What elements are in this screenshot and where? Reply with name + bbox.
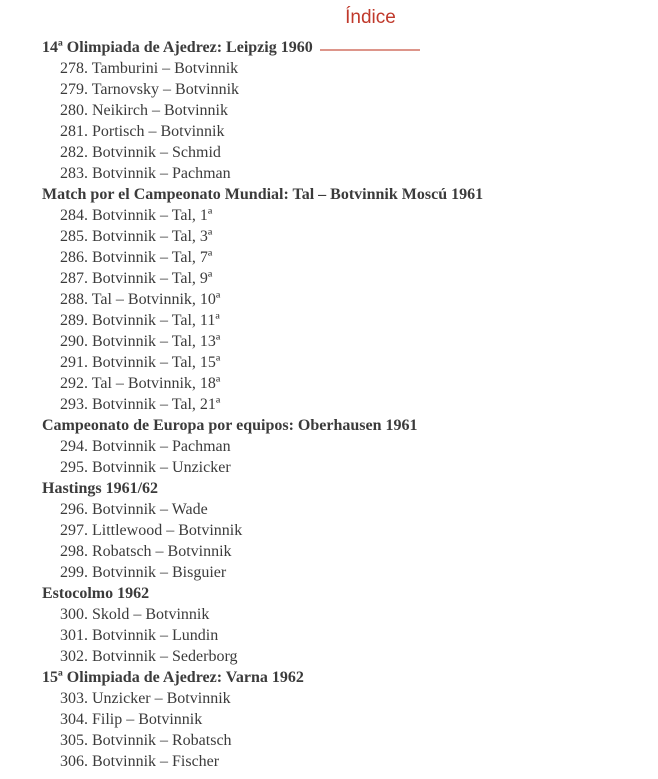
index-content [42, 37, 658, 772]
index-entry[interactable]: 298. Robatsch – Botvinnik [60, 543, 232, 560]
section-heading [42, 667, 658, 688]
index-entry[interactable]: 288. Tal – Botvinnik, 10ª [60, 291, 221, 308]
index-section [42, 37, 658, 184]
page-title: Índice [345, 7, 396, 28]
index-entry[interactable]: 293. Botvinnik – Tal, 21ª [60, 396, 221, 413]
section-heading-text: Estocolmo 1962 [42, 585, 150, 602]
index-entry[interactable]: 287. Botvinnik – Tal, 9ª [60, 270, 213, 287]
section-heading-text: 15ª Olimpiada de Ajedrez: Varna 1962 [42, 669, 304, 686]
index-entry[interactable]: 295. Botvinnik – Unzicker [60, 459, 231, 476]
index-section [42, 478, 658, 583]
heading-rule [320, 49, 420, 51]
index-entry[interactable]: 301. Botvinnik – Lundin [60, 627, 219, 644]
index-entry[interactable]: 294. Botvinnik – Pachman [60, 438, 231, 455]
index-entry[interactable]: 285. Botvinnik – Tal, 3ª [60, 228, 213, 245]
section-heading [42, 478, 658, 499]
section-heading-text: Hastings 1961/62 [42, 480, 159, 497]
index-entry[interactable]: 304. Filip – Botvinnik [60, 711, 203, 728]
index-entry[interactable]: 305. Botvinnik – Robatsch [60, 732, 232, 749]
index-entry[interactable]: 302. Botvinnik – Sederborg [60, 648, 238, 665]
section-heading-text: Campeonato de Europa por equipos: Oberhausen 1961 [42, 417, 418, 434]
index-entry[interactable]: 303. Unzicker – Botvinnik [60, 690, 231, 707]
index-entry[interactable]: 289. Botvinnik – Tal, 11ª [60, 312, 220, 329]
index-section [42, 184, 658, 415]
section-heading-text: 14ª Olimpiada de Ajedrez: Leipzig 1960 [42, 39, 313, 56]
index-entry[interactable]: 278. Tamburini – Botvinnik [60, 60, 239, 77]
index-entry[interactable]: 300. Skold – Botvinnik [60, 606, 210, 623]
index-entry[interactable]: 279. Tarnovsky – Botvinnik [60, 81, 240, 98]
index-entry[interactable]: 299. Botvinnik – Bisguier [60, 564, 227, 581]
index-entry[interactable]: 297. Littlewood – Botvinnik [60, 522, 243, 539]
section-heading [42, 415, 658, 436]
section-heading [42, 184, 658, 205]
index-entry[interactable]: 286. Botvinnik – Tal, 7ª [60, 249, 213, 266]
index-entry[interactable]: 284. Botvinnik – Tal, 1ª [60, 207, 213, 224]
index-entry[interactable]: 306. Botvinnik – Fischer [60, 753, 220, 770]
section-heading [42, 37, 658, 58]
index-entry[interactable]: 296. Botvinnik – Wade [60, 501, 208, 518]
index-entry[interactable]: 291. Botvinnik – Tal, 15ª [60, 354, 221, 371]
index-entry[interactable]: 290. Botvinnik – Tal, 13ª [60, 333, 221, 350]
index-entry[interactable]: 283. Botvinnik – Pachman [60, 165, 231, 182]
index-section [42, 415, 658, 478]
index-entry[interactable]: 282. Botvinnik – Schmid [60, 144, 221, 161]
index-entry[interactable]: 280. Neikirch – Botvinnik [60, 102, 228, 119]
index-section [42, 583, 658, 667]
index-section [42, 667, 658, 772]
section-heading-text: Match por el Campeonato Mundial: Tal – Botvinnik Moscú 1961 [42, 186, 484, 203]
section-heading [42, 583, 658, 604]
index-entry[interactable]: 292. Tal – Botvinnik, 18ª [60, 375, 221, 392]
index-entry[interactable]: 281. Portisch – Botvinnik [60, 123, 225, 140]
